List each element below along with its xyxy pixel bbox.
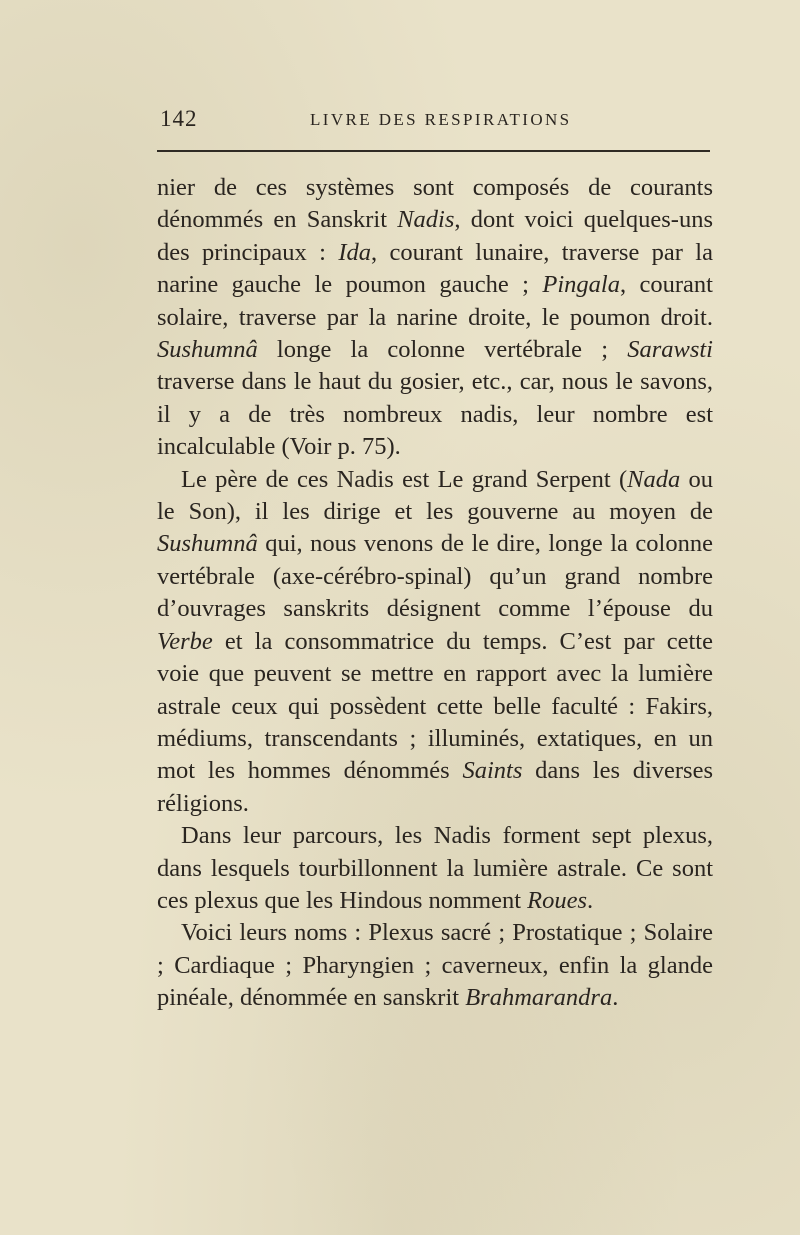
italic-term: Ida [338, 238, 371, 266]
paragraph [157, 464, 713, 820]
paragraph [157, 172, 713, 464]
text-segment: traverse dans le haut du gosier, etc., car, nous le savons, il y a de très nombreux nadis, leur nombre est incalculable (Voir p. 75). [157, 368, 713, 461]
italic-term: Sushumnâ [157, 336, 258, 364]
page-header [160, 106, 710, 136]
header-rule [157, 150, 710, 152]
body-text [157, 172, 713, 1015]
italic-term: Roues [527, 886, 588, 914]
text-segment: et la consommatrice du temps. C’est par cette voie que peuvent se mettre en rapport avec la lumière astrale ceux qui possèdent cette belle faculté : Fakirs, médiums, transcendants ; illuminés, extatiques, en un mot les hommes dénommés [157, 627, 713, 785]
text-segment: Le père de ces Nadis est Le grand Serpent ( [181, 465, 628, 493]
page-number: 142 [160, 106, 198, 131]
text-segment: . [587, 886, 594, 914]
italic-term: Brahmarandra [465, 984, 613, 1012]
text-segment: , dont voici quelques-uns des principaux : [157, 206, 713, 266]
italic-term: Verbe [157, 627, 213, 655]
italic-term: Saints [462, 757, 523, 785]
running-head: LIVRE DES RESPIRATIONS [310, 110, 572, 129]
paragraph [157, 917, 713, 1014]
text-segment: qui, nous venons de le dire, longe la colonne vertébrale (axe-cérébro-spinal) qu’un grand nombre d’ouvrages sanskrits désignent comme l’épouse du [157, 530, 713, 623]
italic-term: Nadis [397, 206, 455, 234]
italic-term: Pingala [542, 271, 620, 299]
text-segment: Voici leurs noms : Plexus sacré ; Prostatique ; Solaire ; Cardiaque ; Pharyngien ; caverneux, enfin la glande pinéale, dénommée en sanskrit [157, 919, 713, 1012]
text-segment: dans les diverses réligions. [157, 757, 713, 817]
paragraph [157, 820, 713, 917]
text-segment: Dans leur parcours, les Nadis forment sept plexus, dans lesquels tourbillonnent la lumière astrale. Ce sont ces plexus que les Hindous nomment [157, 822, 713, 914]
text-segment: , courant lunaire, traverse par la narine gauche le poumon gauche ; [157, 238, 713, 299]
text-segment: . [612, 984, 619, 1012]
italic-term: Nada [627, 465, 681, 493]
text-segment: ou le Son), il les dirige et les gouverne au moyen de [157, 465, 714, 526]
italic-term: Sushumnâ [157, 530, 258, 558]
text-segment: , courant solaire, traverse par la narine droite, le poumon droit. [157, 271, 713, 331]
text-segment: longe la colonne vertébrale ; [257, 336, 628, 364]
italic-term: Sarawsti [627, 336, 713, 364]
text-segment: nier de ces systèmes sont composés de courants dénommés en Sanskrit [157, 174, 713, 234]
